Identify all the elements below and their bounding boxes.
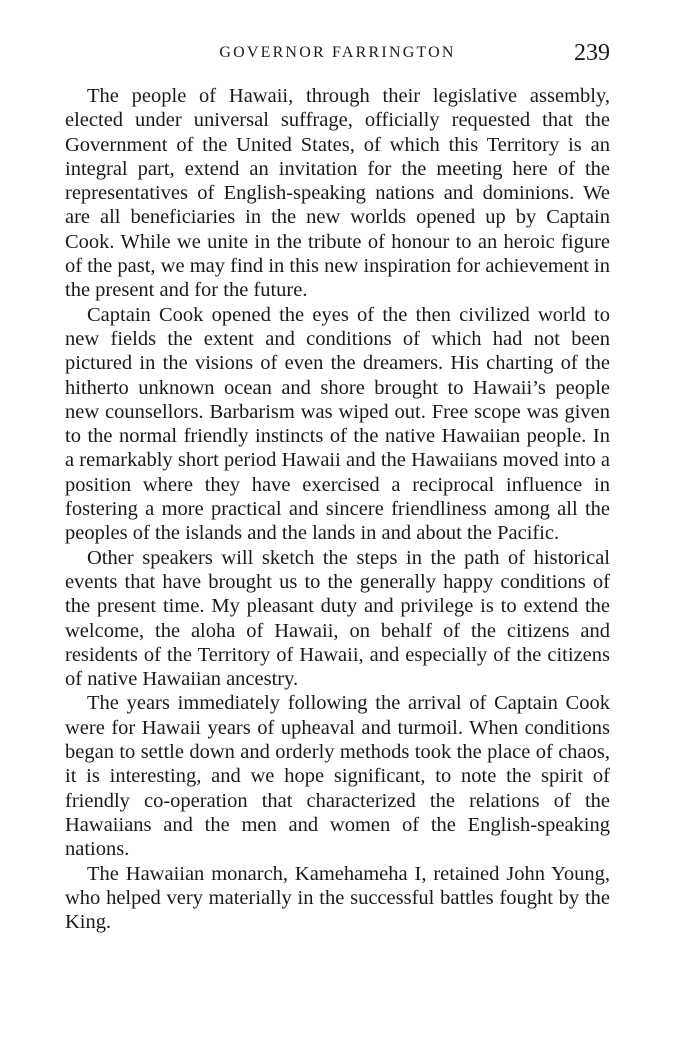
page-number: 239 <box>574 40 610 66</box>
running-head: GOVERNOR FARRINGTON <box>219 44 456 61</box>
paragraph: Captain Cook opened the eyes of the then civilized world to new fields the extent and conditions of which had not been pictured in the visions of even the dreamers. His charting of the hitherto unknown ocean and shore brought to Hawaii’s people new counsellors. Barbarism was wiped out. Free scope was given to the normal friendly instincts of the native Hawaiian people. In a remarkably short period Hawaii and the Hawaiians moved into a position where they have exercised a reciprocal influence in fostering a more practical and sincere friendliness among all the peoples of the islands and the lands in and about the Pacific. <box>65 303 610 545</box>
paragraph: The Hawaiian monarch, Kamehameha I, retained John Young, who helped very materially in the successful battles fought by the King. <box>65 862 610 934</box>
body-text <box>65 84 610 934</box>
page-header <box>65 40 610 70</box>
paragraph: The years immediately following the arrival of Captain Cook were for Hawaii years of upheaval and turmoil. When conditions began to settle down and orderly methods took the place of chaos, it is interesting, and we hope significant, to note the spirit of friendly co-operation that characterized the relations of the Hawaiians and the men and women of the English-speaking nations. <box>65 692 610 861</box>
paragraph: The people of Hawaii, through their legislative assembly, elected under universal suffrage, officially requested that the Government of the United States, of which this Territory is an integral part, extend an invitation for the meeting here of the representatives of English-speaking nations and dominions. We are all beneficiaries in the new worlds opened up by Captain Cook. While we unite in the tribute of honour to an heroic figure of the past, we may find in this new inspiration for achievement in the present and for the future. <box>65 85 610 302</box>
paragraph: Other speakers will sketch the steps in the path of historical events that have brought us to the generally happy conditions of the present time. My pleasant duty and privilege is to extend the welcome, the aloha of Hawaii, on behalf of the citizens and residents of the Territory of Hawaii, and especially of the citizens of native Hawaiian ancestry. <box>65 546 610 691</box>
